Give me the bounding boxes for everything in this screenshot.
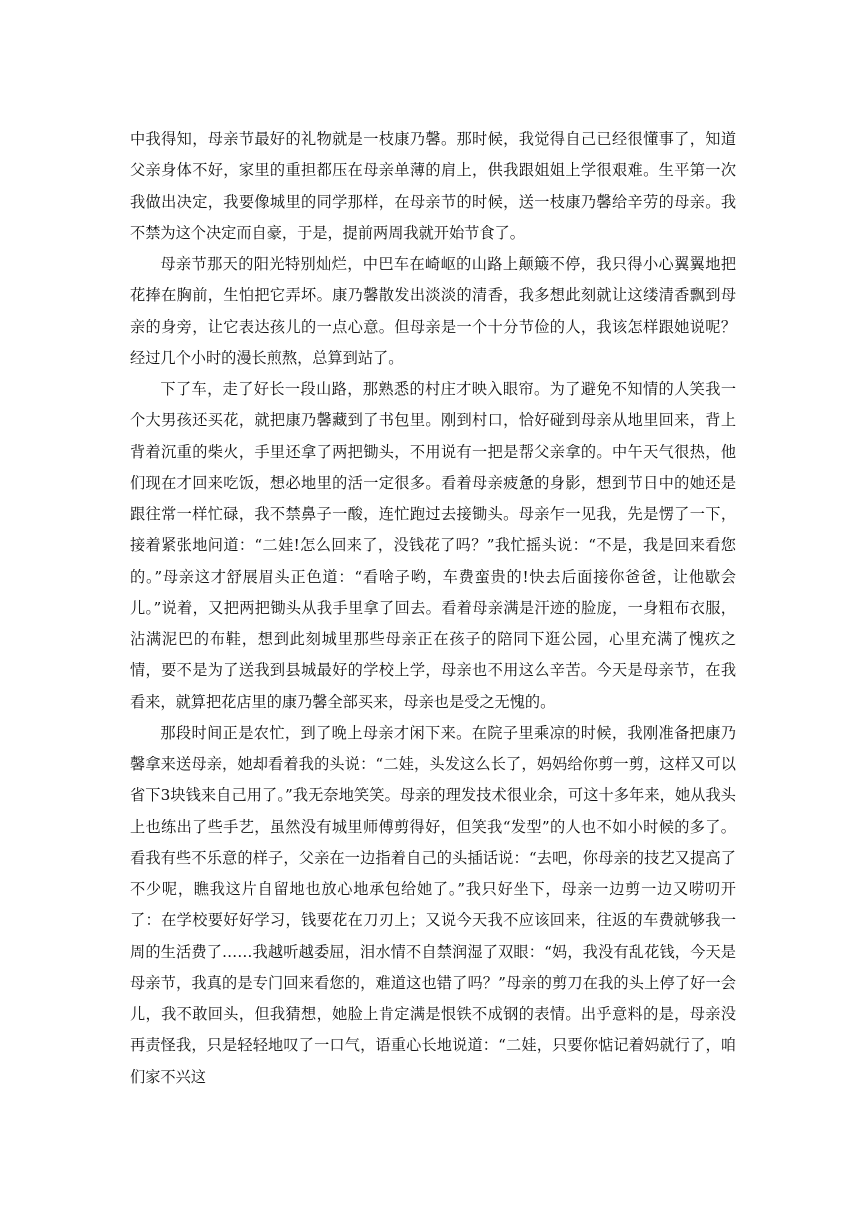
paragraph-4: 那段时间正是农忙，到了晚上母亲才闲下来。在院子里乘凉的时候，我刚准备把康乃馨拿来送母亲，她却看着我的头说：“二娃，头发这么长了，妈妈给你剪一剪，这样又可以省下3块钱来自己用了。”我无奈地笑笑。母亲的理发技术很业余，可这十多年来，她从我头上也练出了些手艺，虽然没有城里师傅剪得好，但笑我“发型”的人也不如小时候的多了。看我有些不乐意的样子，父亲在一边指着自己的头插话说：“去吧，你母亲的技艺又提高了不少呢，瞧我这片自留地也放心地承包给她了。”我只好坐下，母亲一边剪一边又唠叨开了：在学校要好好学习，钱要花在刀刃上；又说今天我不应该回来，往返的车费就够我一周的生活费了……我越听越委屈，泪水情不自禁润湿了双眼：“妈，我没有乱花钱，今天是母亲节，我真的是专门回来看您的，难道这也错了吗？”母亲的剪刀在我的头上停了好一会儿，我不敢回头，但我猜想，她脸上肯定满是恨铁不成钢的表情。出乎意料的是，母亲没再责怪我，只是轻轻地叹了一口气，语重心长地说道：“二娃，只要你惦记着妈就行了，咱们家不兴这 bbox=[130, 723, 736, 1086]
paragraph-1: 中我得知，母亲节最好的礼物就是一枝康乃馨。那时候，我觉得自己已经很懂事了，知道父亲身体不好，家里的重担都压在母亲单薄的肩上，供我跟姐姐上学很艰难。生平第一次我做出决定，我要像城里的同学那样，在母亲节的时候，送一枝康乃馨给辛劳的母亲。我不禁为这个决定而自豪，于是，提前两周我就开始节食了。 bbox=[130, 130, 736, 242]
paragraph-2: 母亲节那天的阳光特别灿烂，中巴车在崎岖的山路上颠簸不停，我只得小心翼翼地把花捧在胸前，生怕把它弄坏。康乃馨散发出淡淡的清香，我多想此刻就让这缕清香飘到母亲的身旁，让它表达孩儿的一点心意。但母亲是一个十分节俭的人，我该怎样跟她说呢？经过几个小时的漫长煎熬，总算到站了。 bbox=[130, 255, 736, 367]
document-body bbox=[130, 124, 736, 1093]
paragraph-3: 下了车，走了好长一段山路，那熟悉的村庄才映入眼帘。为了避免不知情的人笑我一个大男孩还买花，就把康乃馨藏到了书包里。刚到村口，恰好碰到母亲从地里回来，背上背着沉重的柴火，手里还拿了两把锄头，不用说有一把是帮父亲拿的。中午天气很热，他们现在才回来吃饭，想必地里的活一定很多。看着母亲疲惫的身影，想到节日中的她还是跟往常一样忙碌，我不禁鼻子一酸，连忙跑过去接锄头。母亲乍一见我，先是愣了一下，接着紧张地问道：“二娃!怎么回来了，没钱花了吗？”我忙摇头说：“不是，我是回来看您的。”母亲这才舒展眉头正色道：“看啥子哟，车费蛮贵的!快去后面接你爸爸，让他歇会儿。”说着，又把两把锄头从我手里拿了回去。看着母亲满是汗迹的脸庞，一身粗布衣服，沾满泥巴的布鞋，想到此刻城里那些母亲正在孩子的陪同下逛公园，心里充满了愧疚之情，要不是为了送我到县城最好的学校上学，母亲也不用这么辛苦。今天是母亲节，在我看来，就算把花店里的康乃馨全部买来，母亲也是受之无愧的。 bbox=[130, 380, 736, 711]
